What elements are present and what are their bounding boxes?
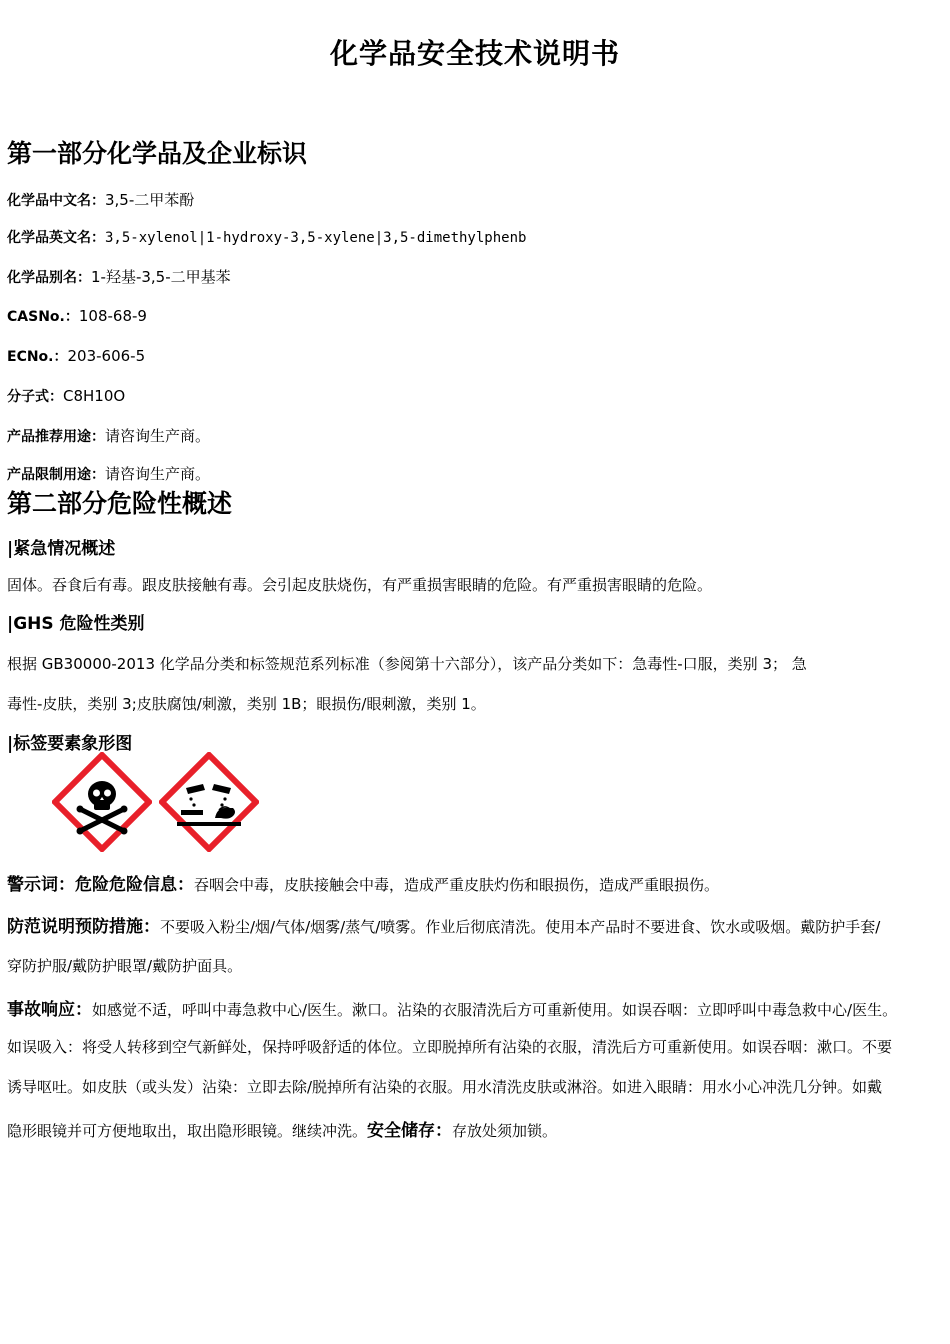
field-label: CASNo.：	[7, 309, 79, 325]
ghs-text-line2: 毒性-皮肤，类别 3;皮肤腐蚀/刺激，类别 1B；眼损伤/眼刺激，类别 1。	[7, 695, 486, 713]
prevention-line1	[7, 912, 880, 937]
field-value: 请咨询生产商。	[105, 427, 211, 445]
signal-word	[7, 870, 719, 895]
field-value: 108-68-9	[78, 307, 147, 325]
field-label: 分子式：	[7, 389, 63, 405]
field-value: C8H10O	[63, 387, 126, 405]
storage-label: 安全储存：	[367, 1121, 453, 1141]
prevention-text: 不要吸入粉尘/烟/气体/烟雾/蒸气/喷雾。作业后彻底清洗。使用本产品时不要进食、饮水或吸烟。戴防护手套/	[160, 918, 881, 936]
field-english-name	[7, 227, 526, 247]
field-label: 化学品英文名：	[7, 230, 105, 246]
field-value: 203-606-5	[67, 347, 146, 365]
field-value: 3,5-二甲苯酚	[105, 191, 195, 209]
prevention-line2: 穿防护服/戴防护眼罩/戴防护面具。	[7, 957, 243, 975]
field-recommended-use	[7, 425, 210, 446]
response-text: 如感觉不适，呼叫中毒急救中心/医生。漱口。沾染的衣服清洗后方可重新使用。如误吞咽：立即呼叫中毒急救中心/医生。	[92, 1001, 898, 1019]
signal-label: 警示词：危险危险信息：	[7, 875, 194, 895]
prevention-label: 防范说明预防措施：	[7, 917, 160, 937]
field-value: 1-羟基-3,5-二甲基苯	[91, 268, 231, 286]
field-cas-no	[7, 306, 147, 326]
field-value: 3,5-xylenol|1-hydroxy-3,5-xylene|3,5-dimethylphenb	[105, 230, 527, 246]
field-label: 产品限制用途：	[7, 467, 105, 483]
response-text: 隐形眼镜并可方便地取出，取出隐形眼镜。继续冲洗。	[7, 1122, 368, 1140]
field-alias	[7, 266, 231, 287]
pictogram-heading: |标签要素象形图	[7, 734, 133, 754]
field-formula	[7, 386, 125, 406]
field-label: 化学品别名：	[7, 270, 91, 286]
response-line3: 诱导呕吐。如皮肤（或头发）沾染：立即去除/脱掉所有沾染的衣服。用水清洗皮肤或淋浴。如进入眼睛：用水小心冲洗几分钟。如戴	[7, 1078, 883, 1096]
signal-text: 吞咽会中毒，皮肤接触会中毒，造成严重皮肤灼伤和眼损伤，造成严重眼损伤。	[194, 876, 720, 894]
part2-heading: 第二部分危险性概述	[7, 489, 233, 518]
field-chinese-name	[7, 189, 194, 210]
field-restricted-use	[7, 463, 210, 484]
part1-heading: 第一部分化学品及企业标识	[7, 139, 308, 168]
document-title: 化学品安全技术说明书	[329, 37, 620, 70]
response-line1	[7, 995, 897, 1020]
corrosion-icon	[159, 752, 259, 852]
emergency-text: 固体。吞食后有毒。跟皮肤接触有毒。会引起皮肤烧伤，有严重损害眼睛的危险。有严重损害眼睛的危险。	[7, 576, 713, 594]
ghs-text-line1: 根据 GB30000-2013 化学品分类和标签规范系列标准（参阅第十六部分），该产品分类如下：急毒性-口服，类别 3； 急	[7, 655, 807, 673]
response-line4	[7, 1116, 557, 1141]
response-line2: 如误吸入：将受人转移到空气新鲜处，保持呼吸舒适的体位。立即脱掉所有沾染的衣服，清洗后方可重新使用。如误吞咽：漱口。不要	[7, 1038, 893, 1056]
field-label: 产品推荐用途：	[7, 429, 105, 445]
ghs-heading: |GHS 危险性类别	[7, 614, 145, 634]
field-label: 化学品中文名：	[7, 193, 105, 209]
field-value: 请咨询生产商。	[105, 465, 211, 483]
response-label: 事故响应：	[7, 1000, 92, 1020]
skull-crossbones-icon	[52, 752, 152, 852]
storage-text: 存放处须加锁。	[452, 1122, 558, 1140]
emergency-heading: |紧急情况概述	[7, 539, 116, 559]
field-label: ECNo.：	[7, 349, 68, 365]
field-ec-no	[7, 346, 145, 366]
